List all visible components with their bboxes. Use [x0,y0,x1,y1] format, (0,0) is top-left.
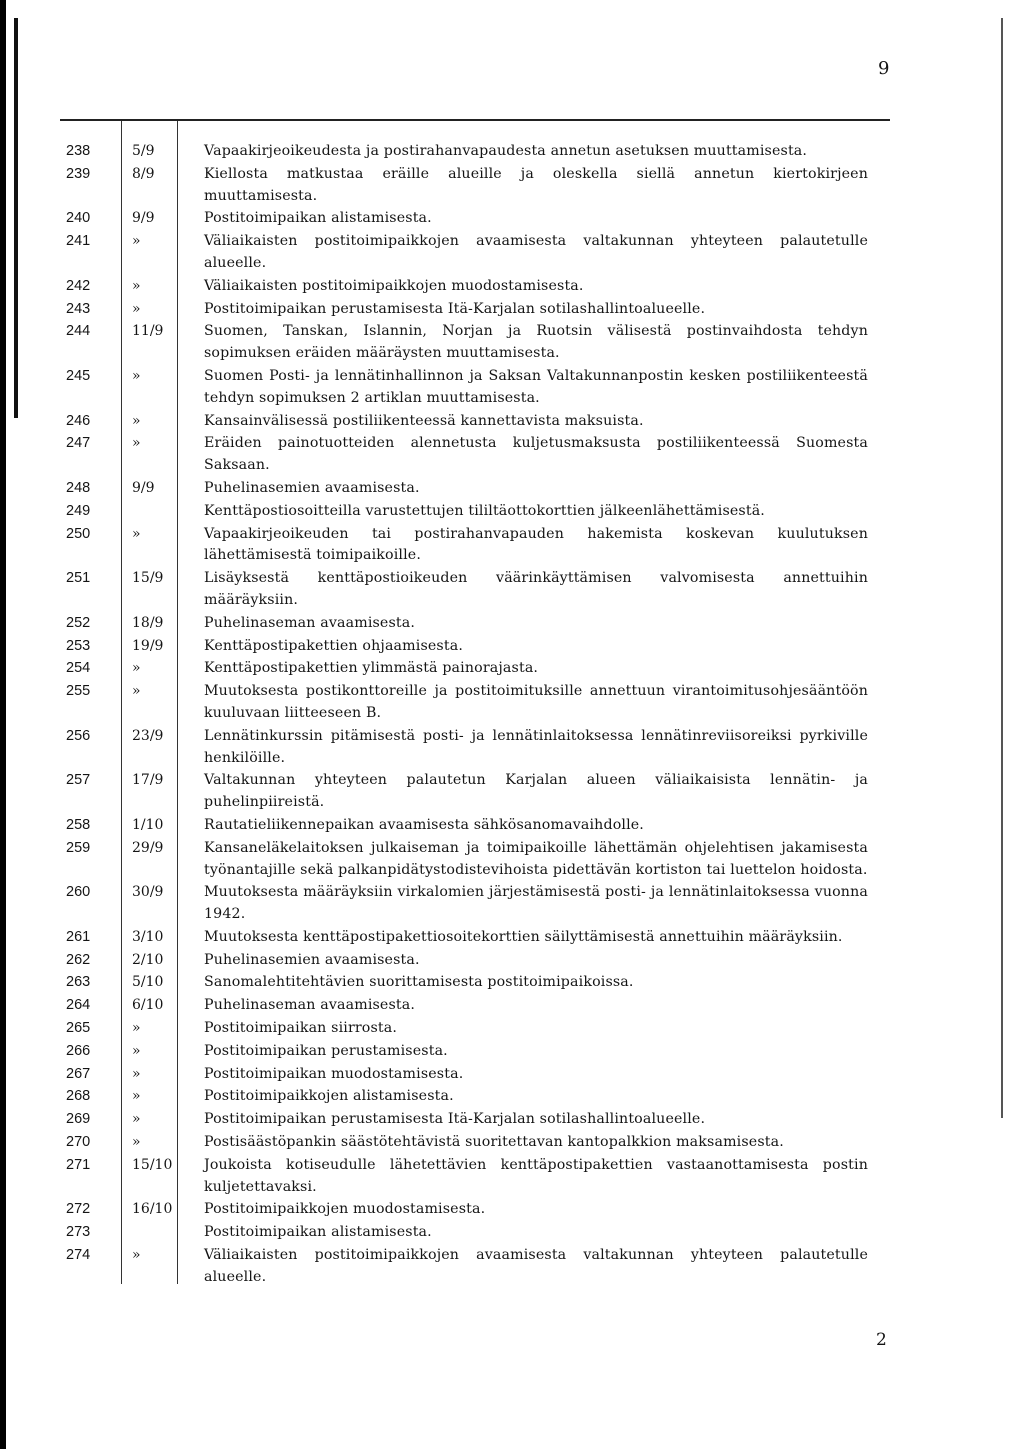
entry-number: 239 [66,165,91,182]
entry-number: 241 [66,233,91,250]
list-item [60,726,870,770]
entry-date: » [132,300,141,317]
entry-number: 261 [66,928,91,945]
entry-text: Väliaikaisten postitoimipaikkojen muodostamisesta. [204,277,584,294]
entry-date: 17/9 [132,772,164,789]
entry-number: 249 [66,502,91,519]
entry-text: Väliaikaisten postitoimipaikkojen avaamisesta valtakunnan yhteyteen palautetulle alueelle. [204,1247,868,1285]
entry-date: 6/10 [132,997,164,1014]
entry-date: 18/9 [132,614,164,631]
list-item [60,681,870,725]
list-item [60,433,870,477]
list-item [60,568,870,612]
list-item [60,995,870,1017]
entry-text: Postitoimipaikan perustamisesta Itä-Karjalan sotilashallintoalueelle. [204,300,706,317]
entry-text: Suomen Posti- ja lennätinhallinnon ja Saksan Valtakunnanpostin kesken postiliikenteestä tehdyn sopimuksen 2 artiklan muuttamisesta. [204,367,868,406]
entry-text: Puhelinaseman avaamisesta. [204,997,416,1014]
list-item [60,366,870,410]
entry-date: 19/9 [132,637,164,654]
entry-number: 248 [66,479,91,496]
entry-number: 254 [66,660,91,677]
list-item [60,613,870,635]
entry-date: » [132,435,141,452]
list-item [60,524,870,568]
entry-text: Postitoimipaikan alistamisesta. [204,210,432,227]
entry-date: » [132,412,141,429]
entry-text: Lennätinkurssin pitämisestä posti- ja lennätinlaitoksessa lennätinreviisoreiksi pyrkiville henkilöille. [204,727,868,766]
list-item [60,927,870,949]
list-item [60,276,870,298]
entry-number: 267 [66,1065,91,1082]
entry-text: Kansainvälisessä postiliikenteessä kannettavista maksuista. [204,412,644,429]
entry-number: 244 [66,323,91,340]
entry-number: 263 [66,974,91,991]
entry-text: Rautatieliikennepaikan avaamisesta sähkösanomavaihdolle. [204,816,644,833]
list-item [60,478,870,500]
entry-date: » [132,1088,141,1105]
entry-text: Muutoksesta määräyksiin virkalomien järjestämisestä posti- ja lennätinlaitoksessa vuonna 1942. [204,884,868,923]
entry-number: 246 [66,412,91,429]
entry-text: Muutoksesta postikonttoreille ja postitoimituksille annettuun virantoimitusohjesääntöön kuuluvaan liitteeseen B. [204,683,868,721]
entry-number: 252 [66,614,91,631]
entry-date: » [132,367,141,384]
entry-date [118,1222,178,1244]
entry-number: 240 [66,210,91,227]
entry-number: 271 [66,1156,91,1173]
list-item [60,1222,870,1244]
entry-number: 255 [66,683,91,700]
entry-date: 5/9 [132,143,155,159]
entry-number: 259 [66,839,91,856]
entry-text: Väliaikaisten postitoimipaikkojen avaamisesta valtakunnan yhteyteen palautetulle alueelle. [204,233,868,271]
list-item [60,770,870,814]
entry-date: 2/10 [132,951,164,968]
entry-text: Postisäästöpankin säästötehtävistä suoritettavan kantopalkkion maksamisesta. [204,1134,784,1151]
list-item [60,1155,870,1199]
entry-text: Puhelinaseman avaamisesta. [204,614,416,631]
entry-text: Sanomalehtitehtävien suorittamisesta postitoimipaikoissa. [204,974,634,991]
entry-date: 30/9 [132,884,164,901]
list-item [60,1018,870,1040]
list-item [60,950,870,972]
entry-text: Suomen, Tanskan, Islannin, Norjan ja Ruotsin välisestä postinvaihdosta tehdyn sopimuksen eräiden määräysten muuttamisesta. [204,323,868,362]
scan-rule-right [1001,18,1003,1118]
entry-number: 264 [66,997,91,1014]
entry-date: » [132,1111,141,1128]
list-item [60,231,870,275]
entry-date: 1/10 [132,816,164,833]
list-item [60,141,870,163]
entry-number: 269 [66,1111,91,1128]
entry-number: 258 [66,816,91,833]
entry-number: 260 [66,884,91,901]
list-item [60,838,870,882]
list-item [60,411,870,433]
entry-date: 11/9 [132,323,164,340]
entry-text: Valtakunnan yhteyteen palautetun Karjalan alueen väliaikaisista lennätin- ja puhelinpiireistä. [204,772,868,811]
entry-number: 257 [66,772,91,789]
list-item [60,815,870,837]
entry-text: Eräiden painotuotteiden alennetusta kuljetusmaksusta postiliikenteessä Suomesta Saksaan. [204,435,868,474]
list-item [60,299,870,321]
entry-text: Postitoimipaikan muodostamisesta. [204,1065,464,1082]
list-item [60,1064,870,1086]
list-item [60,1132,870,1154]
entry-number: 238 [66,143,91,159]
entry-text: Postitoimipaikkojen alistamisesta. [204,1088,454,1105]
entry-date: 3/10 [132,928,164,945]
entry-text: Muutoksesta kenttäpostipakettiosoitekorttien säilyttämisestä annettuihin määräyksiin. [204,928,843,945]
list-item [60,164,870,208]
entry-text: Puhelinasemien avaamisesta. [204,479,420,496]
entry-text: Vapaakirjeoikeuden tai postirahanvapauden hakemista koskevan kuulutuksen lähettämisestä toimipaikoille. [204,525,868,564]
entry-text: Postitoimipaikan alistamisesta. [204,1224,432,1241]
entry-text: Postitoimipaikan perustamisesta Itä-Karjalan sotilashallintoalueelle. [204,1111,706,1128]
entry-text: Postitoimipaikkojen muodostamisesta. [204,1201,486,1218]
entry-number: 250 [66,525,91,542]
entry-number: 273 [66,1224,91,1241]
entry-date: 9/9 [132,479,155,496]
entry-date: » [132,660,141,677]
entry-date: 15/10 [132,1156,173,1173]
entry-number: 266 [66,1042,91,1059]
entry-date [118,501,178,523]
entry-text: Kenttäpostipakettien ylimmästä painorajasta. [204,660,539,677]
list-item [60,658,870,680]
entry-number: 242 [66,277,91,294]
list-item [60,1199,870,1221]
entry-number: 251 [66,570,91,587]
list-item [60,321,870,365]
list-item [60,501,870,523]
entry-date: » [132,233,141,250]
entry-date: 15/9 [132,570,164,587]
entry-date: » [132,1065,141,1082]
list-item [60,1086,870,1108]
entry-text: Puhelinasemien avaamisesta. [204,951,420,968]
entry-number: 253 [66,637,91,654]
entry-text: Vapaakirjeoikeudesta ja postirahanvapaudesta annetun asetuksen muuttamisesta. [204,143,808,159]
entry-number: 268 [66,1088,91,1105]
entry-text: Postitoimipaikan perustamisesta. [204,1042,448,1059]
entry-text: Kansaneläkelaitoksen julkaiseman ja toimipaikoille lähettämän ohjelehtisen jakamisesta työnantajille sekä palkanpidätystodistevihoista pidettävän kortiston tai luettelon hoidosta. [204,839,868,878]
entry-date: 29/9 [132,839,164,856]
entry-text: Postitoimipaikan siirrosta. [204,1020,398,1037]
scan-rule [14,18,18,418]
list-item [60,1245,870,1289]
entry-date: » [132,1247,141,1264]
entry-number: 247 [66,435,91,452]
entry-number: 274 [66,1247,91,1264]
entry-number: 272 [66,1201,91,1218]
entry-date: 8/9 [132,165,155,182]
entry-text: Kiellosta matkustaa eräille alueille ja oleskella siellä annetun kiertokirjeen muuttamisesta. [204,165,868,204]
entry-date: 16/10 [132,1201,173,1218]
entry-date: 9/9 [132,210,155,227]
entry-date: » [132,1134,141,1151]
entry-date: » [132,525,141,542]
list-item [60,972,870,994]
list-item [60,1041,870,1063]
list-item [60,208,870,230]
signature-mark: 2 [876,1330,887,1350]
entry-date: » [132,277,141,294]
list-item [60,1109,870,1131]
entry-date: 5/10 [132,974,164,991]
entry-text: Joukoista kotiseudulle lähetettävien kenttäpostipakettien vastaanottamisesta postin kuljetettavaksi. [204,1156,868,1195]
entry-text: Kenttäpostiosoitteilla varustettujen tililtäottokorttien jälkeenlähettämisestä. [204,502,765,519]
scan-edge [0,0,6,1449]
entry-text: Lisäyksestä kenttäpostioikeuden väärinkäyttämisen valvomisesta annettuihin määräyksiin. [204,570,868,608]
entry-date: » [132,1020,141,1037]
entry-number: 243 [66,300,91,317]
entry-date: » [132,1042,141,1059]
entry-list [60,141,870,1290]
table-top-rule [60,119,890,121]
entry-date: » [132,683,141,700]
entry-number: 256 [66,727,91,744]
entry-number: 265 [66,1020,91,1037]
entry-number: 262 [66,951,91,968]
entry-number: 245 [66,367,91,384]
entry-number: 270 [66,1134,91,1151]
list-item [60,882,870,926]
entry-date: 23/9 [132,727,164,744]
page-number: 9 [878,58,890,79]
entry-text: Kenttäpostipakettien ohjaamisesta. [204,637,463,654]
list-item [60,636,870,658]
